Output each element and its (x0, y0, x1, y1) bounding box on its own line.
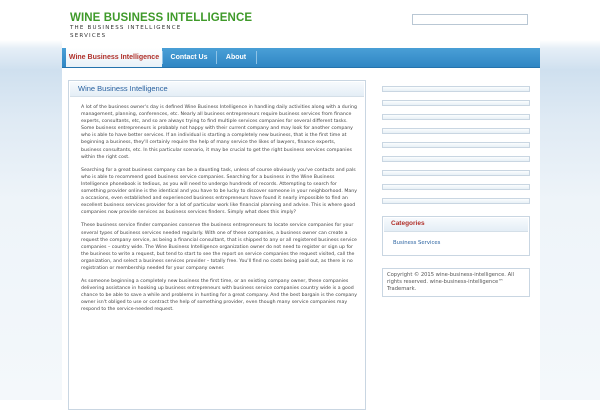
page-title: Wine Business Intelligence (78, 84, 168, 93)
sidebar-widget-empty (382, 156, 530, 162)
nav-divider (256, 51, 257, 64)
sidebar-widget-empty (382, 184, 530, 190)
article-paragraph: Searching for a great business company can be a daunting task, unless of course obviously you've contacts and pals who is able to recommend good business service companies. Searching for a business in the Wine Business Intelligence phonebook is tedious, as you will need to undergo hundreds of records. Attempting to search for something provider online is the identical and you have to be lucky to discover someone in your neighborhood. Many a occasions, even established and experienced business entrepreneurs have found it nearly impossible to find an excellent business services provider for a lot of particular work like financial planning and advise. This is where good companies now provide services as business services finders. Simply what does this imply? (81, 167, 357, 216)
content-header (70, 82, 364, 97)
nav-item-contact-us[interactable]: Contact Us (170, 54, 208, 61)
nav-item-home[interactable]: Wine Business Intelligence (66, 48, 162, 67)
article-body (69, 98, 365, 314)
main-navigation (62, 48, 540, 68)
categories-title: Categories (391, 220, 425, 227)
article-paragraph: These business service finder companies conserve the business entrepreneurs to locate service companies for your several types of business services needed regularly. With one of these companies, a business owner can create a request the company service, as being a financial consultant, that is shipped to any or all registered business service companies – country wide. The Wine Business Intelligence organization owner do not need to register or sign up for the business to write a request, but tend to start to see the report on service companies the request visited, call the organization, and select a business services provider – totally free. You'll find no costs being paid out, as there is no registration or membership needed for your company owner. (81, 223, 357, 271)
copyright-widget (382, 268, 530, 297)
article-paragraph: A lot of the business owner's day is defined Wine Business Intelligence in handling daily activities along with a during management, planning, conferences, etc. Nearly all business entrepreneurs require business services from finance experts, consultants, etc, and so are always trying to find multiple services companies for several different tasks. Some business entrepreneurs is probably not happy with their current company and may look for another company who is able to have better services. If an individual is starting a completely new business, that is the first time at beginning a business, they'll certainly require the help of many service the likes of lawyers, finance experts, business consultants, etc. In this particular scenario, it may be crucial to get the right business services companies within the right cost. (81, 105, 357, 160)
sidebar-widget-empty (382, 86, 530, 92)
article-paragraph: As someone beginning a completely new business the first time, or an existing company owner, these companies delivering assistance in hooking up business entrepreneurs with business service companies country wide is a good chance to be able to save a while and problems in hunting for a great company. And the best bargain is the company owner isn't obliged to use or contract the help of something provider, even though many service companies may respond to the service-needed request. (81, 279, 357, 313)
categories-header (384, 218, 528, 232)
page-wrapper (62, 0, 540, 400)
sidebar-widget-empty (382, 100, 530, 106)
sidebar-widget-empty (382, 142, 530, 148)
main-content (68, 80, 366, 410)
sidebar-widget-empty (382, 114, 530, 120)
sidebar-widget-empty (382, 198, 530, 204)
nav-item-about[interactable]: About (225, 54, 247, 61)
categories-widget (382, 216, 530, 256)
site-tagline: THE BUSINESS INTELLIGENCE SERVICES (70, 25, 182, 39)
sidebar-widget-empty (382, 128, 530, 134)
category-link-business-services[interactable]: Business Services (393, 240, 441, 246)
site-title[interactable]: WINE BUSINESS INTELLIGENCE (70, 12, 253, 24)
sidebar-widget-empty (382, 170, 530, 176)
copyright-text: Copyright © 2015 wine-business-intelligence. All rights reserved. wine-business-intelligence™ Trademark. (387, 272, 515, 292)
search-input[interactable] (412, 14, 528, 25)
